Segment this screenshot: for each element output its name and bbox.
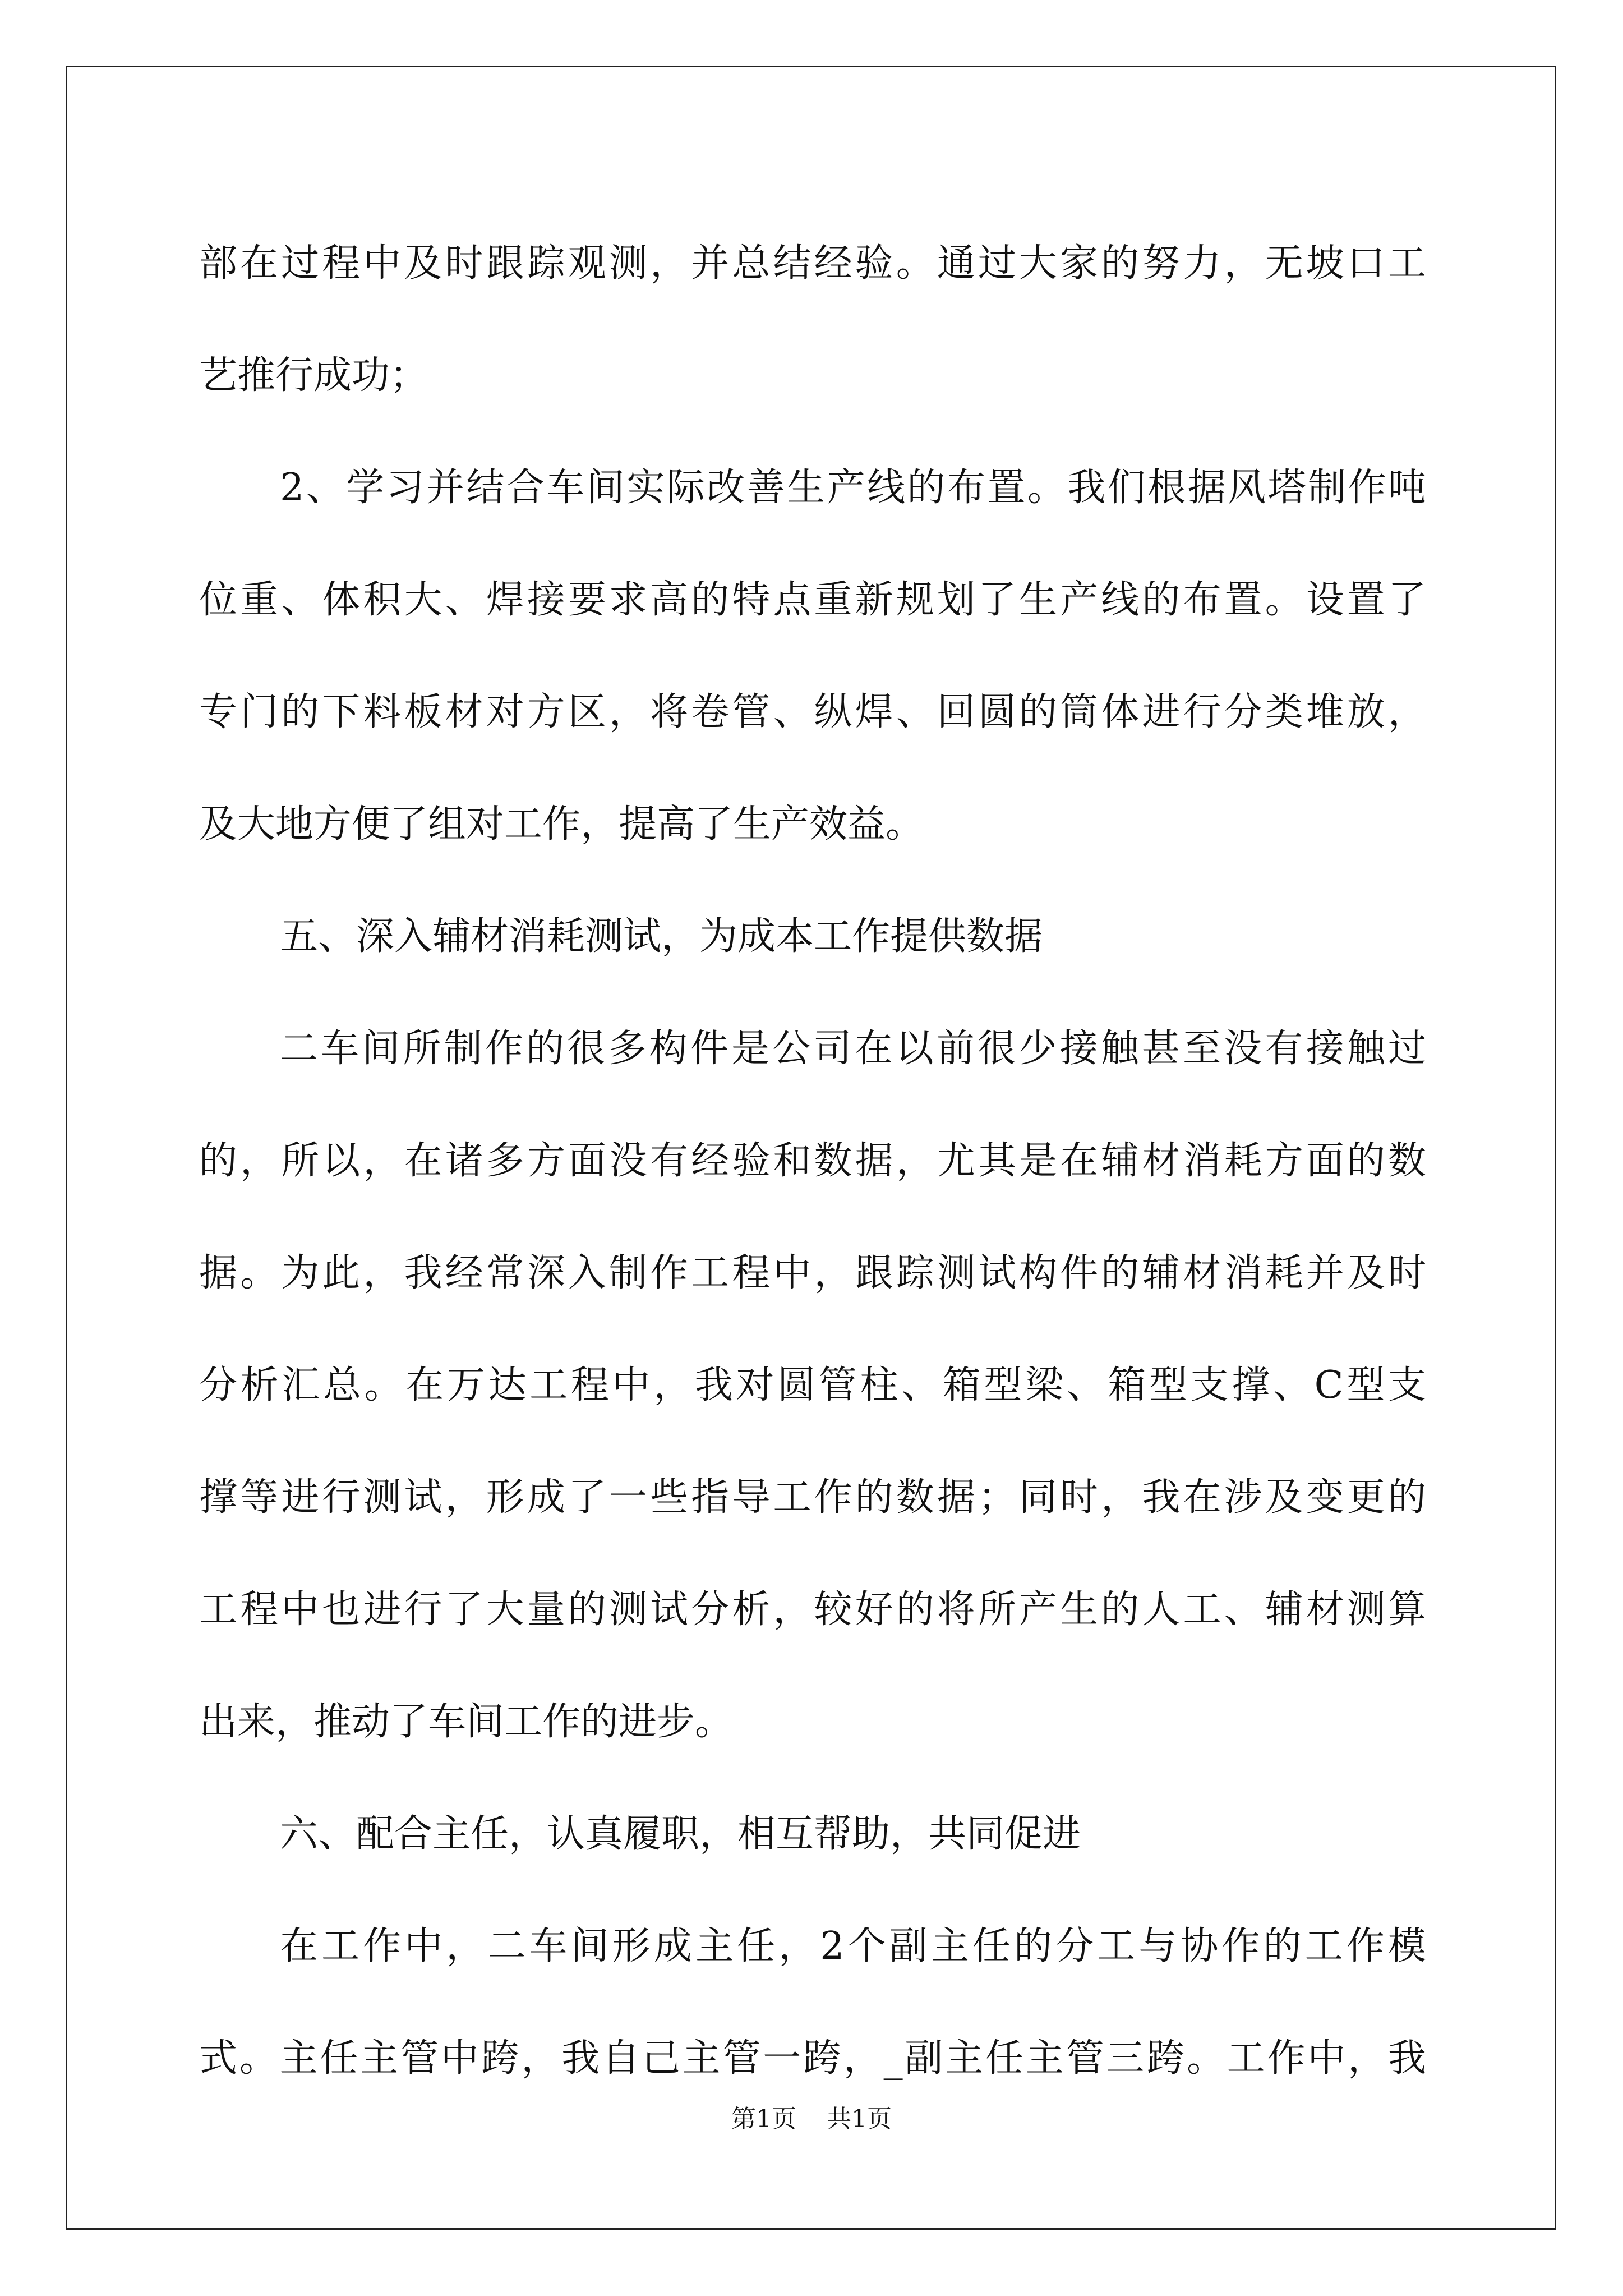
- text-line: 分析汇总。在万达工程中，我对圆管柱、箱型梁、箱型支撑、C型支: [199, 1363, 1426, 1407]
- text-line: 二车间所制作的很多构件是公司在以前很少接触甚至没有接触过: [280, 1027, 1426, 1071]
- text-line: 及大地方便了组对工作，提高了生产效益。: [199, 802, 924, 846]
- page-footer: [0, 2102, 1623, 2136]
- text-line: 在工作中，二车间形成主任，2个副主任的分工与协作的工作模: [280, 1924, 1426, 1968]
- text-line: 六、配合主任，认真履职，相互帮助，共同促进: [280, 1812, 1081, 1856]
- text-line: 艺推行成功；: [199, 353, 428, 398]
- text-line: 据。为此，我经常深入制作工程中，跟踪测试构件的辅材消耗并及时: [199, 1251, 1426, 1295]
- text-line: 部在过程中及时跟踪观测，并总结经验。通过大家的努力，无坡口工: [199, 241, 1426, 286]
- text-line: 式。主任主管中跨，我自己主管一跨，_副主任主管三跨。工作中，我: [199, 2036, 1426, 2081]
- document-body: [199, 208, 1426, 2115]
- text-line: 的，所以，在诸多方面没有经验和数据，尤其是在辅材消耗方面的数: [199, 1139, 1426, 1183]
- text-line: 2、学习并结合车间实际改善生产线的布置。我们根据风塔制作吨: [280, 466, 1426, 510]
- page-total: 共1页: [827, 2105, 892, 2133]
- text-line: 撑等进行测试，形成了一些指导工作的数据；同时，我在涉及变更的: [199, 1475, 1426, 1520]
- text-line: 出来，推动了车间工作的进步。: [199, 1700, 734, 1744]
- text-line: 五、深入辅材消耗测试，为成本工作提供数据: [280, 914, 1043, 959]
- text-line: 位重、体积大、焊接要求高的特点重新规划了生产线的布置。设置了: [199, 578, 1426, 622]
- text-line: 工程中也进行了大量的测试分析，较好的将所产生的人工、辅材测算: [199, 1588, 1426, 1632]
- page-number: 第1页: [731, 2105, 796, 2133]
- text-line: 专门的下料板材对方区，将卷管、纵焊、回圆的筒体进行分类堆放，: [199, 690, 1426, 734]
